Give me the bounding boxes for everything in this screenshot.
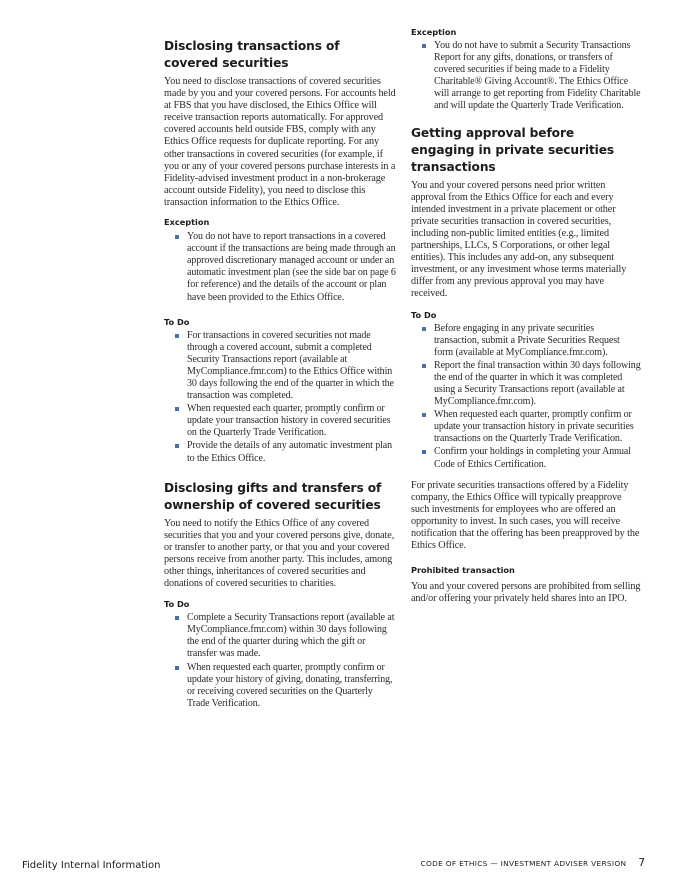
list-item: Provide the details of any automatic investment plan to the Ethics Office.: [187, 440, 397, 464]
footer-document-title: [421, 857, 645, 869]
prohibited-transaction-label: Prohibited transaction: [411, 565, 515, 576]
list-item: You do not have to submit a Security Transactions Report for any gifts, donations, or transfers of covered securities if being made to a Fidelity Charitable® Giving Account®. The Ethics Office will arrange to get reporting from Fidelity Charitable and will update the Quarterly Trade Verification.: [434, 40, 641, 112]
exception-label: Exception: [411, 27, 457, 37]
list-item: When requested each quarter, promptly confirm or update your transaction history in covered securities on the Quarterly Trade Verification.: [187, 403, 397, 439]
list-item: When requested each quarter, promptly confirm or update your transaction history in private securities transactions on the Quarterly Trade Verification.: [434, 409, 641, 445]
exception-list: [164, 231, 397, 304]
todo-label: To Do: [411, 309, 437, 320]
list-item: Report the final transaction within 30 days following the end of the quarter in which it was completed using a Security Transactions report (available at MyCompliance.fmr.com).: [434, 359, 641, 408]
list-item: Before engaging in any private securities transaction, submit a Private Securities Request form (available at MyCompliance.fmr.com).: [434, 323, 641, 359]
todo-list: [164, 612, 397, 710]
todo-list: [164, 330, 397, 465]
heading-disclosing-gifts: Disclosing gifts and transfers of ownership of covered securities: [164, 480, 382, 512]
list-item: When requested each quarter, promptly confirm or update your history of giving, donating, transferring, or receiving covered securities on the Quarterly Trade Verification.: [187, 662, 397, 710]
disclosing-gifts-body: You need to notify the Ethics Office of any covered securities that you and your covered persons give, donate, or transfer to another party, or that you and your covered persons receive from another party. This includes, among other things, inheritances of covered securities and donations of covered securities to charities.: [164, 517, 395, 590]
right-column: [411, 0, 641, 605]
left-column: [164, 0, 397, 711]
prohibited-transaction-body: You and your covered persons are prohibited from selling and/or offering your privately held shares into an IPO.: [411, 581, 641, 605]
list-item: Complete a Security Transactions report (available at MyCompliance.fmr.com) within 30 days following the end of the quarter during which the gift or transfer was made.: [187, 612, 397, 660]
todo-label: To Do: [164, 599, 190, 610]
private-offerings-body: For private securities transactions offered by a Fidelity company, the Ethics Office will typically preapprove such investments for employees who are offered an opportunity to invest. In such cases, you will receive notification that the offering has been preapproved by the Ethics Office.: [411, 479, 640, 552]
list-item: You do not have to report transactions in a covered account if the transactions are being made through an approved discretionary managed account or under an automatic investment plan (see the side bar on page 6 for reference) and the details of the account or plan have been provided to the Ethics Office.: [187, 231, 396, 303]
page-number: 7: [638, 857, 645, 869]
private-securities-body: You and your covered persons need prior written approval from the Ethics Office for each and every intended investment in a private placement or other private securities transaction in covered securities, including non-public limited entities (e.g., limited partnerships, LLCs, S Corporations, or other legal entities). This includes any add-on, any subsequent investment, or any investment whose terms materially differ from any previous approval you may have received.: [411, 179, 627, 300]
exception-list: [411, 40, 641, 113]
heading-disclosing-transactions: Disclosing transactions of covered securities: [164, 39, 340, 70]
exception-label: Exception: [164, 217, 210, 228]
disclosing-transactions-body: You need to disclose transactions of covered securities made by you and your covered persons. For accounts held at FBS that you have disclosed, the Ethics Office will receive transaction reports automatically. For approved covered accounts held outside FBS, comply with any Ethics Office requests for duplicate reporting. For any other transactions in covered securities (for example, if you or any of your covered persons purchase interests in a Fidelity-advised investment product in a non-brokerage account outside Fidelity), you need to disclose this transaction information to the Ethics Office.: [164, 76, 396, 208]
list-item: For transactions in covered securities not made through a covered account, submit a completed Security Transactions report (available at MyCompliance.fmr.com) to the Ethics Office within 30 days following the end of the quarter in which the transaction was completed.: [187, 330, 397, 403]
todo-label: To Do: [164, 316, 190, 327]
heading-private-securities: Getting approval before engaging in private securities transactions: [411, 125, 615, 174]
footer-title-text: CODE OF ETHICS — INVESTMENT ADVISER VERSION: [420, 859, 627, 868]
todo-list: [411, 323, 641, 471]
footer-classification: Fidelity Internal Information: [22, 860, 161, 871]
list-item: Confirm your holdings in completing your Annual Code of Ethics Certification.: [434, 446, 641, 470]
